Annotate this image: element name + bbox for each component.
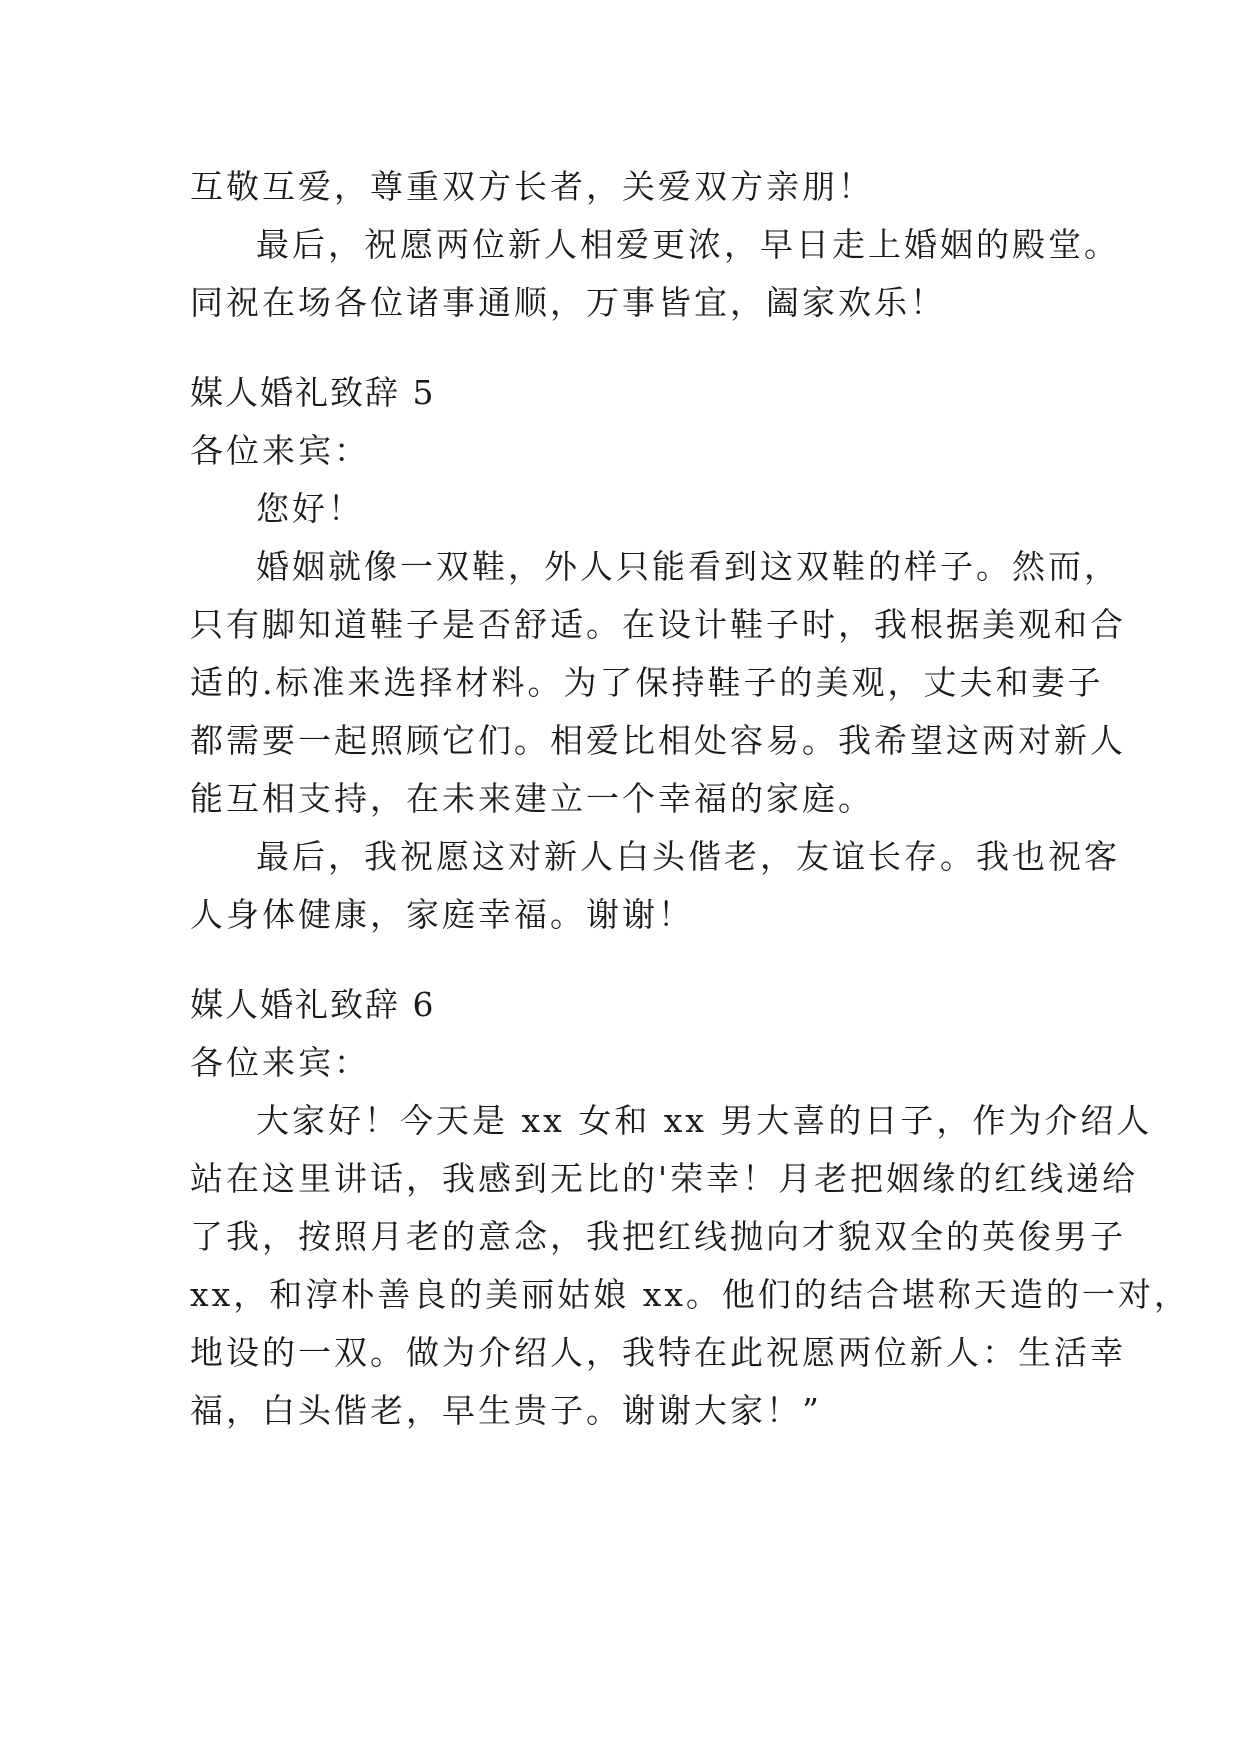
text-line: 人身体健康，家庭幸福。谢谢！ [190,895,694,934]
salutation: 各位来宾： [190,431,370,470]
text-line: 大家好！今天是 xx 女和 xx 男大喜的日子，作为介绍人 [256,1101,1153,1140]
text-line: 地设的一双。做为介绍人，我特在此祝愿两位新人：生活幸 [190,1333,1126,1372]
text-line: 适的.标准来选择材料。为了保持鞋子的美观，丈夫和妻子 [190,663,1104,702]
text-line: 都需要一起照顾它们。相爱比相处容易。我希望这两对新人 [190,721,1126,760]
section-heading: 媒人婚礼致辞 6 [190,985,436,1024]
greeting-line: 您好！ [256,489,364,528]
text-line: xx，和淳朴善良的美丽姑娘 xx。他们的结合堪称天造的一对， [190,1275,1190,1314]
text-line: 站在这里讲话，我感到无比的'荣幸！月老把姻缘的红线递给 [190,1159,1139,1198]
text-line: 同祝在场各位诸事通顺，万事皆宜，阖家欢乐！ [190,283,946,322]
text-line: 互敬互爱，尊重双方长者，关爱双方亲朋！ [190,167,874,206]
text-line: 福，白头偕老，早生贵子。谢谢大家！” [190,1391,822,1430]
text-line: 了我，按照月老的意念，我把红线抛向才貌双全的英俊男子 [190,1217,1126,1256]
document-page [190,158,1190,1440]
text-line: 最后，我祝愿这对新人白头偕老，友谊长存。我也祝客 [256,837,1120,876]
text-line: 最后，祝愿两位新人相爱更浓，早日走上婚姻的殿堂。 [256,225,1120,264]
section-heading: 媒人婚礼致辞 5 [190,373,436,412]
section-gap [190,944,1070,976]
text-line: 只有脚知道鞋子是否舒适。在设计鞋子时，我根据美观和合 [190,605,1126,644]
section-gap [190,332,1070,364]
salutation: 各位来宾： [190,1043,370,1082]
text-line: 能互相支持，在未来建立一个幸福的家庭。 [190,779,874,818]
text-line: 婚姻就像一双鞋，外人只能看到这双鞋的样子。然而， [256,547,1120,586]
